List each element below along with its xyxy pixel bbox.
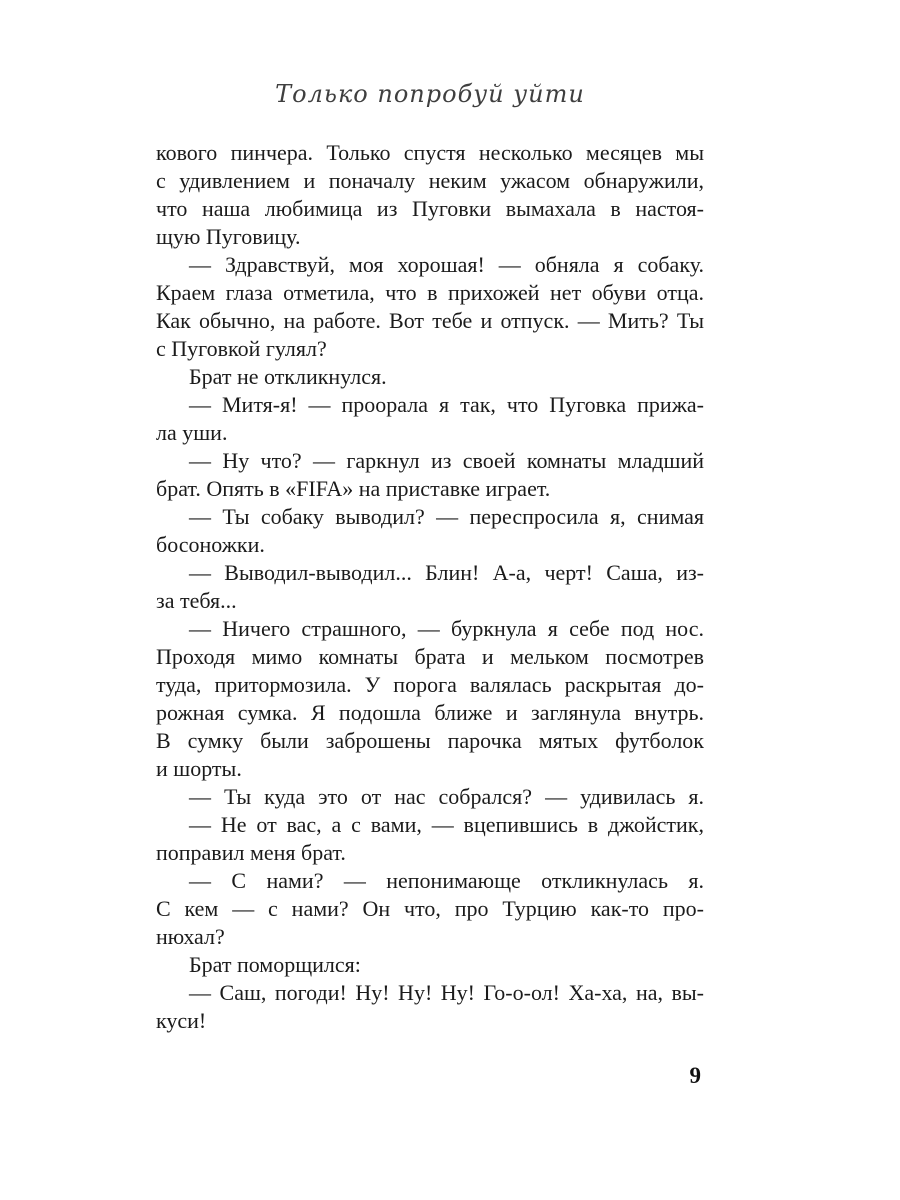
page-number: 9 <box>689 1063 701 1088</box>
text-line: что наша любимица из Пуговки вымахала в настоя- <box>156 196 704 221</box>
text-line: — Ты собаку выводил? — переспросила я, снимая <box>189 504 704 529</box>
text-line: кового пинчера. Только спустя несколько месяцев мы <box>156 140 704 165</box>
text-line: — С нами? — непонимающе откликнулась я. <box>189 868 704 893</box>
text-line: с Пуговкой гулял? <box>156 336 327 361</box>
text-line: щую Пуговицу. <box>156 224 301 249</box>
body-text-block <box>156 139 704 1035</box>
text-line: — Ты куда это от нас собрался? — удивилась я. <box>189 784 704 809</box>
text-line: рожная сумка. Я подошла ближе и заглянула внутрь. <box>156 700 704 725</box>
text-line: Брат не откликнулся. <box>189 364 387 389</box>
text-line: брат. Опять в «FIFA» на приставке играет. <box>156 476 551 501</box>
text-line: куси! <box>156 1008 207 1033</box>
text-line: — Митя-я! — проорала я так, что Пуговка прижа- <box>189 392 704 417</box>
text-line: Проходя мимо комнаты брата и мельком посмотрев <box>156 644 704 669</box>
text-line: ла уши. <box>156 420 228 445</box>
text-line: — Выводил-выводил... Блин! А-а, черт! Саша, из- <box>189 560 704 585</box>
text-line: Как обычно, на работе. Вот тебе и отпуск. — Мить? Ты <box>156 308 704 333</box>
text-line: Краем глаза отметила, что в прихожей нет обуви отца. <box>156 280 704 305</box>
text-line: и шорты. <box>156 756 242 781</box>
text-line: В сумку были заброшены парочка мятых футболок <box>156 728 704 753</box>
text-line: — Здравствуй, моя хорошая! — обняла я собаку. <box>189 252 704 277</box>
text-line: Брат поморщился: <box>189 952 361 977</box>
text-line: босоножки. <box>156 532 265 557</box>
text-line: — Не от вас, а с вами, — вцепившись в джойстик, <box>189 812 704 837</box>
text-line: — Ну что? — гаркнул из своей комнаты младший <box>189 448 704 473</box>
text-line: туда, притормозила. У порога валялась раскрытая до- <box>156 672 704 697</box>
text-line: — Ничего страшного, — буркнула я себе под нос. <box>189 616 704 641</box>
text-line: С кем — с нами? Он что, про Турцию как-то про- <box>156 896 704 921</box>
text-line: поправил меня брат. <box>156 840 346 865</box>
running-header-title: Только попробуй уйти <box>275 80 585 108</box>
text-line: за тебя... <box>156 588 237 613</box>
text-line: с удивлением и поначалу неким ужасом обнаружили, <box>156 168 704 193</box>
text-line: нюхал? <box>156 924 225 949</box>
text-line: — Саш, погоди! Ну! Ну! Ну! Го-о-ол! Ха-ха, на, вы- <box>189 980 704 1005</box>
